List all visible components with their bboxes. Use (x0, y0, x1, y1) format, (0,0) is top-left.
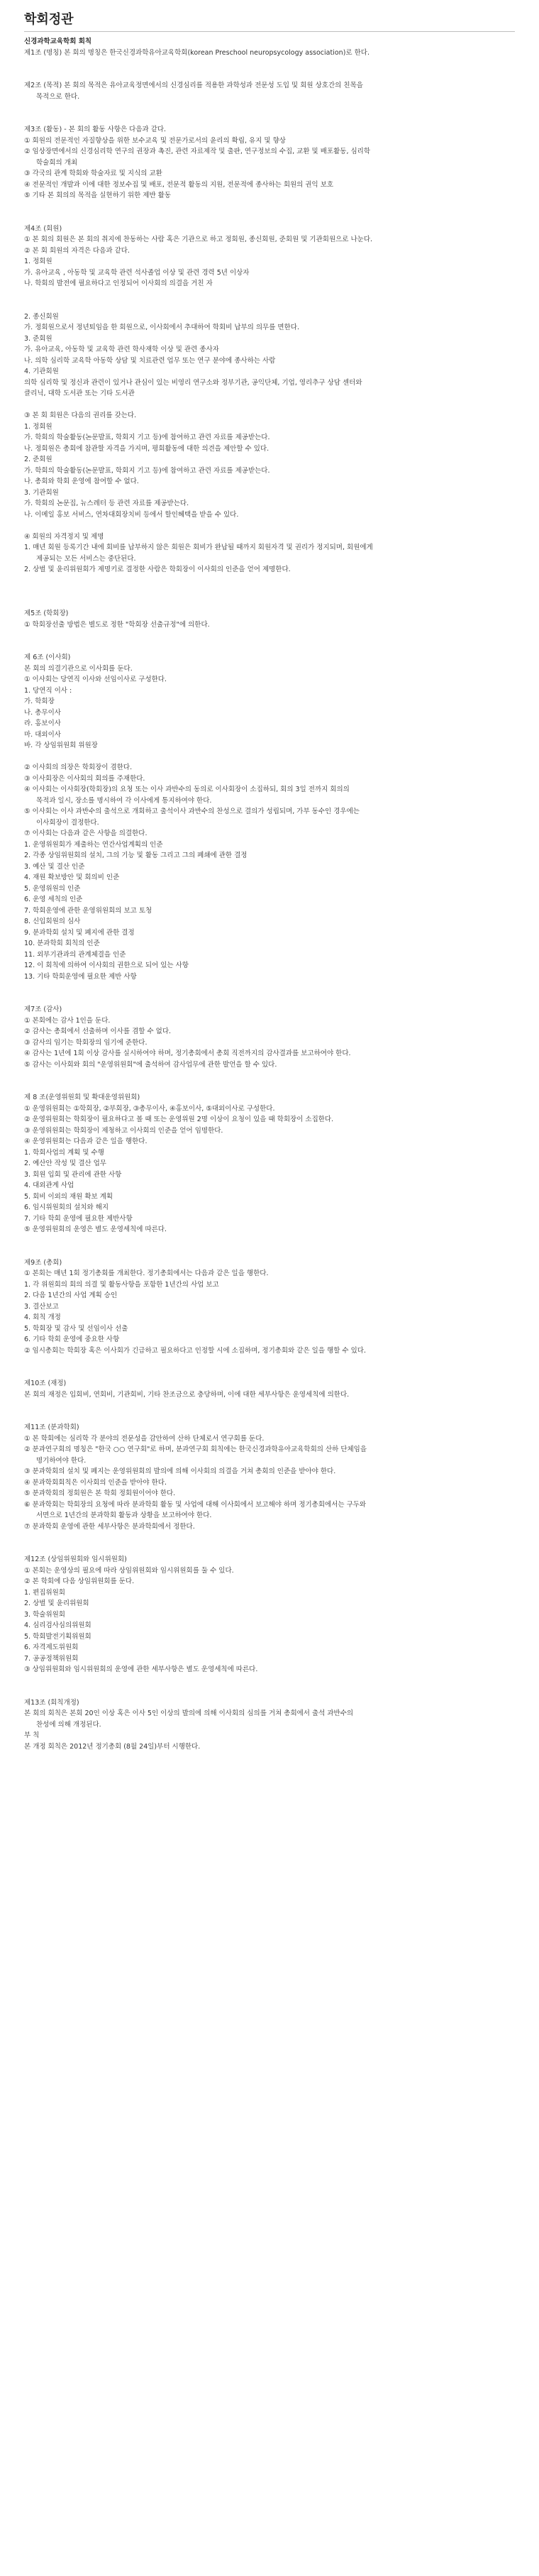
document-line: 13. 기타 학회운영에 필요한 제반 사항 (24, 972, 137, 981)
page-title: 학회정관 (24, 10, 515, 32)
blank-spacer (24, 58, 515, 80)
document-line: 제13조 (회칙개정) (24, 1698, 79, 1707)
blank-spacer (24, 630, 515, 652)
document-line: ② 감사는 총회에서 선출하며 이사를 겸할 수 없다. (24, 1028, 172, 1035)
document-line: ① 본 회의 회원은 본 회의 취지에 찬동하는 사람 혹은 기관으로 하고 정회원, 종신회원, 준회원 및 기관회원으로 나눈다. (24, 236, 373, 243)
document-line: 제3조 (활동) - 본 회의 활동 사항은 다음과 같다. (24, 126, 167, 133)
document-line: 제2조 (목적) 본 회의 목적은 유아교육정면에서의 신경심리를 적용한 과학성과 전문성 도입 및 회원 상호간의 친목을 (24, 82, 363, 89)
document-line: ① 본회는 매년 1회 정기총회를 개최한다. 정기총회에서는 다음과 같은 일을 행한다. (24, 1270, 269, 1277)
document-line: ③ 이사회장은 이사회의 회의를 주재한다. (24, 774, 145, 783)
document-line: ② 임시총회는 학회장 혹은 이사회가 긴급하고 필요하다고 인정할 시에 소집하며, 정기총회와 같은 일을 행할 수 있다. (24, 1346, 366, 1355)
document-line: 9. 분과학회 설치 및 폐지에 관한 결정 (24, 928, 135, 937)
document-line: 12. 이 회칙에 의하여 이사회의 권한으로 되어 있는 사항 (24, 962, 189, 969)
document-line: 10. 분과학회 회칙의 인준 (24, 940, 100, 947)
document-line: 라. 홍보이사 (24, 720, 61, 727)
blank-spacer (24, 1532, 515, 1554)
document-line: ④ 회원의 자격정지 및 제명 (24, 532, 104, 541)
document-line: 나. 의학 심리학 교육학 아동학 상담 및 치료관련 업무 또는 연구 분야에 종사하는 사람 (24, 356, 276, 365)
document-line: 제 8 조(운영위원회 및 확대운영위원회) (24, 1094, 140, 1101)
document-line: 제1조 (명칭) 본 회의 명칭은 한국신경과학유아교육학회(korean Preschool neuropsycology association)로 한다. (24, 48, 369, 57)
document-line: 의학 심리학 및 정신과 관련이 있거나 관심이 있는 비영리 연구소와 정부기관, 공익단체, 기업, 영리추구 상담 센터와 (24, 378, 362, 387)
document-line: 4. 회칙 개정 (24, 1314, 61, 1321)
document-heading: 신경과학교육학회 회칙 (24, 38, 92, 45)
blank-spacer (24, 520, 515, 532)
document-body (24, 36, 515, 1752)
document-line: 3. 결산보고 (24, 1302, 59, 1311)
document-line: 제10조 (재정) (24, 1380, 67, 1387)
document-line: 학술회의 개최 (36, 158, 78, 167)
document-line: ④ 이사회는 이사회장(학회장)의 요청 또는 이사 과반수의 동의로 이사회장이 소집하되, 회의 3일 전까지 회의의 (24, 786, 350, 793)
document-line: 본 회의 회칙은 본회 20인 이상 혹은 이사 5인 이상의 발의에 의해 이사회의 심의를 거쳐 총회에서 출석 과반수의 (24, 1710, 354, 1717)
blank-spacer (24, 1400, 515, 1422)
document-line: 3. 기관회원 (24, 488, 59, 497)
document-line: 제공되는 모든 서비스는 중단된다. (36, 554, 136, 563)
document-line: 1. 당연직 이사 : (24, 686, 72, 695)
document-line: 7. 기타 학회 운영에 필요한 제반사항 (24, 1214, 133, 1223)
document-line: 목적과 일시, 장소를 명시하여 각 이사에게 통지하여야 한다. (36, 796, 212, 805)
blank-spacer (24, 576, 515, 609)
document-line: 1. 학회사업의 계획 및 수행 (24, 1148, 104, 1157)
document-line: 6. 기타 학회 운영에 중요한 사항 (24, 1336, 120, 1343)
document-line: ⑤ 분과학회의 정회원은 본 학회 정회원이어야 한다. (24, 1490, 176, 1497)
document-line: 명기하여야 한다. (36, 1456, 87, 1465)
document-line: 3. 준회원 (24, 334, 52, 343)
document-line: 가. 유아교육 , 아동학 및 교육학 관련 석사졸업 이상 및 관련 경력 5년 이상자 (24, 268, 250, 277)
document-line: 3. 학술위원회 (24, 1610, 65, 1619)
document-line: 4. 재원 확보방안 및 회의비 인준 (24, 874, 120, 881)
document-line: 이사회장이 결정한다. (36, 818, 99, 827)
document-line: 본 회의 재정은 입회비, 연회비, 기관회비, 기타 찬조금으로 충당하며, 이에 대한 세부사항은 운영세칙에 의한다. (24, 1390, 350, 1399)
document-line: 3. 예산 및 결산 인준 (24, 862, 85, 871)
document-line: ② 임상장면에서의 신경심리학 연구의 권장과 촉진, 관련 자료제작 및 출판, 연구정보의 수집, 교환 및 배포활동, 심리학 (24, 148, 371, 155)
document-line: 본 개정 회칙은 2012년 정기총회 (8월 24일)부터 시행한다. (24, 1742, 201, 1751)
document-line: 11. 외부기관과의 관계체결을 인준 (24, 950, 126, 959)
document-line: ⑤ 감사는 이사회와 회의 "운영위원회"에 출석하여 감사업무에 관한 발언을 할 수 있다. (24, 1060, 277, 1069)
document-line: ① 본회에는 감사 1인을 둔다. (24, 1016, 111, 1025)
document-line: 6. 운영 세칙의 인준 (24, 896, 83, 903)
document-line: ② 본 회 회원의 자격은 다음과 같다. (24, 246, 130, 255)
document-line: 5. 학회발전기획위원회 (24, 1632, 91, 1641)
document-line: 나. 정회원은 총회에 참관할 자격을 가지며, 평회활동에 대한 의견을 제안할 수 있다. (24, 444, 270, 453)
document-line: ④ 운영위원회는 다음과 같은 일을 행한다. (24, 1138, 148, 1145)
document-line: 찬성에 의해 개정된다. (36, 1720, 101, 1729)
document-line: 제 6조 (이사회) (24, 654, 71, 661)
document-line: 6. 임시위원회의 설치와 해지 (24, 1204, 109, 1211)
document-line: 가. 유아교육, 아동학 및 교육학 관련 학사재학 이상 및 관련 종사자 (24, 346, 219, 353)
document-line: 1. 매년 회원 등록기간 내에 회비를 납부하지 않은 회원은 회비가 완납될 때까지 회원자격 및 권리가 정지되며, 회원에게 (24, 544, 373, 551)
document-line: ⑤ 기타 본 회의의 목적을 실현하기 위한 제반 활동 (24, 192, 172, 199)
document-line: 나. 총무이사 (24, 708, 61, 717)
document-line: 목적으로 한다. (36, 92, 80, 101)
document-line: 5. 운영위원의 인준 (24, 884, 81, 893)
document-line: 7. 학회운영에 관한 운영위원회의 보고 토청 (24, 906, 152, 915)
document-line: 2. 다음 1년간의 사업 계획 승인 (24, 1292, 118, 1299)
blank-spacer (24, 1070, 515, 1092)
document-line: 2. 상벌 및 윤리위원회가 제명키로 결정한 사람은 학회장이 이사회의 인준을 얻어 제명한다. (24, 566, 291, 573)
document-line: 4. 심리검사심의위원회 (24, 1622, 91, 1629)
document-line: 부 칙 (24, 1732, 40, 1739)
blank-spacer (24, 752, 515, 763)
document-line: 제9조 (총회) (24, 1258, 62, 1267)
blank-spacer (24, 1356, 515, 1378)
document-line: 제11조 (분과학회) (24, 1424, 79, 1431)
document-line: 5. 회비 이외의 재원 확보 계획 (24, 1192, 113, 1201)
document-line: ③ 운영위원회는 학회장이 제청하고 이사회의 인준을 얻어 임명한다. (24, 1126, 223, 1135)
document-line: 2. 상벌 및 윤리위원회 (24, 1600, 89, 1607)
document-line: ① 회원의 전문적인 자질향상을 위한 보수교육 및 전문가로서의 윤리의 확립, 유지 및 향상 (24, 136, 286, 145)
document-line: 가. 학회의 학술활동(논문발표, 학회지 기고 등)에 참여하고 관련 자료를 제공받는다. (24, 434, 270, 441)
document-line: 나. 총회와 학회 운영에 참여할 수 없다. (24, 478, 139, 485)
document-line: 5. 학회장 및 감사 및 선임이사 선출 (24, 1324, 128, 1333)
document-line: 가. 정회원으로서 정년퇴임을 한 회원으로, 이사회에서 추대하여 학회비 납부의 의무를 면한다. (24, 324, 299, 331)
document-line: 클리닉, 대학 도서관 또는 기타 도서관 (24, 390, 135, 397)
document-line: ④ 분과학회회칙은 이사회의 인준을 받아야 한다. (24, 1478, 167, 1487)
document-line: ⑥ 분과학회는 학회장의 요청에 따라 분과학회 활동 및 사업에 대해 이사회에서 보고해야 하며 정기총회에서는 구두와 (24, 1500, 367, 1509)
blank-spacer (24, 102, 515, 124)
document-line: 본 회의 의결기관으로 이사회를 둔다. (24, 664, 133, 673)
document-line: 1. 정회원 (24, 422, 52, 431)
document-line: 4. 대외관계 사업 (24, 1182, 74, 1189)
document-line: ③ 감사의 임기는 학회장의 임기에 준한다. (24, 1038, 148, 1047)
document-line: ⑤ 이사회는 이사 과반수의 출석으로 개회하고 출석이사 과반수의 찬성으로 결의가 성립되며, 가부 동수인 경우에는 (24, 808, 360, 815)
document-line: ③ 분과학회의 설치 및 폐지는 운영위원회의 발의에 의해 이사회의 의결을 거쳐 총회의 인준을 받아야 한다. (24, 1468, 336, 1475)
document-line: ① 이사회는 당연직 이사와 선임이사로 구성한다. (24, 676, 167, 683)
document-line: ③ 본 회 회원은 다음의 권리를 갖는다. (24, 412, 137, 419)
document-line: ① 본 학회에는 심리학 각 분야의 전문성을 감안하여 산하 단체로서 연구회를 둔다. (24, 1434, 265, 1443)
document-line: 서면으로 1년간의 분과학회 활동과 상황을 보고하여야 한다. (36, 1512, 212, 1519)
document-line: 7. 공공정책위원회 (24, 1654, 79, 1663)
document-line: 8. 신입회원의 심사 (24, 918, 81, 925)
document-line: 6. 자격제도위원회 (24, 1644, 79, 1651)
document-line: 제12조 (상임위원회와 임시위원회) (24, 1556, 127, 1563)
document-line: ① 학회장선출 방법은 별도로 정한 "학회장 선출규정"에 의한다. (24, 620, 210, 629)
document-line: 나. 이메일 홍보 서비스, 연차대회장치비 등에서 할인혜택을 받을 수 있다. (24, 510, 239, 519)
document-line: 2. 각종 상임위원회의 설치, 그의 기능 및 활동 그리고 그의 폐쇄에 관한 결정 (24, 852, 248, 859)
document-line: 제4조 (회원) (24, 224, 62, 233)
document-line: 가. 학회의 논문집, 뉴스레터 등 관련 자료를 제공받는다. (24, 500, 189, 507)
document-line: 마. 대외이사 (24, 730, 61, 739)
document-line: 바. 각 상임위원회 위원장 (24, 742, 98, 749)
document-line: 1. 운영위원회가 제출하는 연간사업계획의 인준 (24, 840, 163, 849)
blank-spacer (24, 290, 515, 312)
document-line: ① 본회는 운영상의 필요에 따라 상임위원회와 임시위원회를 둘 수 있다. (24, 1566, 234, 1575)
document-line: 3. 회원 입회 및 관리에 관한 사항 (24, 1170, 122, 1179)
document-line: 4. 기관회원 (24, 368, 59, 375)
document-line: ④ 감사는 1년에 1회 이상 감사를 실시하여야 하며, 정기총회에서 총회 직전까지의 감사결과를 보고하여야 한다. (24, 1050, 351, 1057)
document-line: 2. 종신회원 (24, 312, 59, 321)
document-line: ② 운영위원회는 학회장이 필요하다고 볼 때 또는 운영위원 2명 이상이 요청이 있을 때 학회장이 소집한다. (24, 1116, 334, 1123)
document-line: ② 본 학회에 다음 상임위원회를 둔다. (24, 1578, 135, 1585)
document-line: ⑦ 분과학회 운영에 관한 세부사항은 분과학회에서 정한다. (24, 1522, 195, 1531)
document-line: ① 운영위원회는 ①학회장, ②부회장, ③총무이사, ④홍보이사, ⑤대외이사로 구성한다. (24, 1104, 275, 1113)
document-line: 제5조 (학회장) (24, 610, 69, 617)
document-line: 2. 예산안 작성 및 결산 업무 (24, 1160, 106, 1167)
document-line: ② 분과연구회의 명칭은 "한국 ○○ 연구회"로 하며, 분과연구회 회칙에는 한국신경과학유아교육학회의 산하 단체임을 (24, 1446, 367, 1453)
document-line: 제7조 (감사) (24, 1006, 62, 1013)
document-line: ② 이사회의 의장은 학회장이 겸한다. (24, 764, 133, 771)
document-line: 2. 준회원 (24, 456, 52, 463)
document-line: 1. 각 위원회의 회의 의결 및 활동사항을 포함한 1년간의 사업 보고 (24, 1280, 219, 1289)
blank-spacer (24, 1235, 515, 1257)
document-line: 1. 정회원 (24, 258, 52, 265)
document-line: ⑦ 이사회는 다음과 같은 사항을 의결한다. (24, 830, 148, 837)
document-line: 나. 학회의 발전에 필요하다고 인정되어 이사회의 의결을 거친 자 (24, 280, 213, 287)
document-line: ⑤ 운영위원회의 운영은 별도 운영세칙에 따른다. (24, 1226, 167, 1233)
document-line: 가. 학회의 학술활동(논문발표, 학회지 기고 등)에 참여하고 관련 자료를 제공받는다. (24, 466, 270, 475)
document-line: ④ 전문적인 개발과 이에 대한 정보수집 및 배포, 전문적 활동의 지원, 전문적에 종사하는 회원의 권익 보호 (24, 180, 334, 189)
document-line: 1. 편집위원회 (24, 1588, 65, 1597)
document-line: ③ 상임위원회와 임시위원회의 운영에 관한 세부사항은 별도 운영세칙에 따른다. (24, 1666, 258, 1673)
blank-spacer (24, 400, 515, 411)
document-line: 가. 학회장 (24, 698, 55, 705)
blank-spacer (24, 1675, 515, 1697)
blank-spacer (24, 982, 515, 1004)
blank-spacer (24, 202, 515, 224)
document-line: ③ 각국의 관계 학회와 학술자료 및 지식의 교환 (24, 170, 162, 177)
